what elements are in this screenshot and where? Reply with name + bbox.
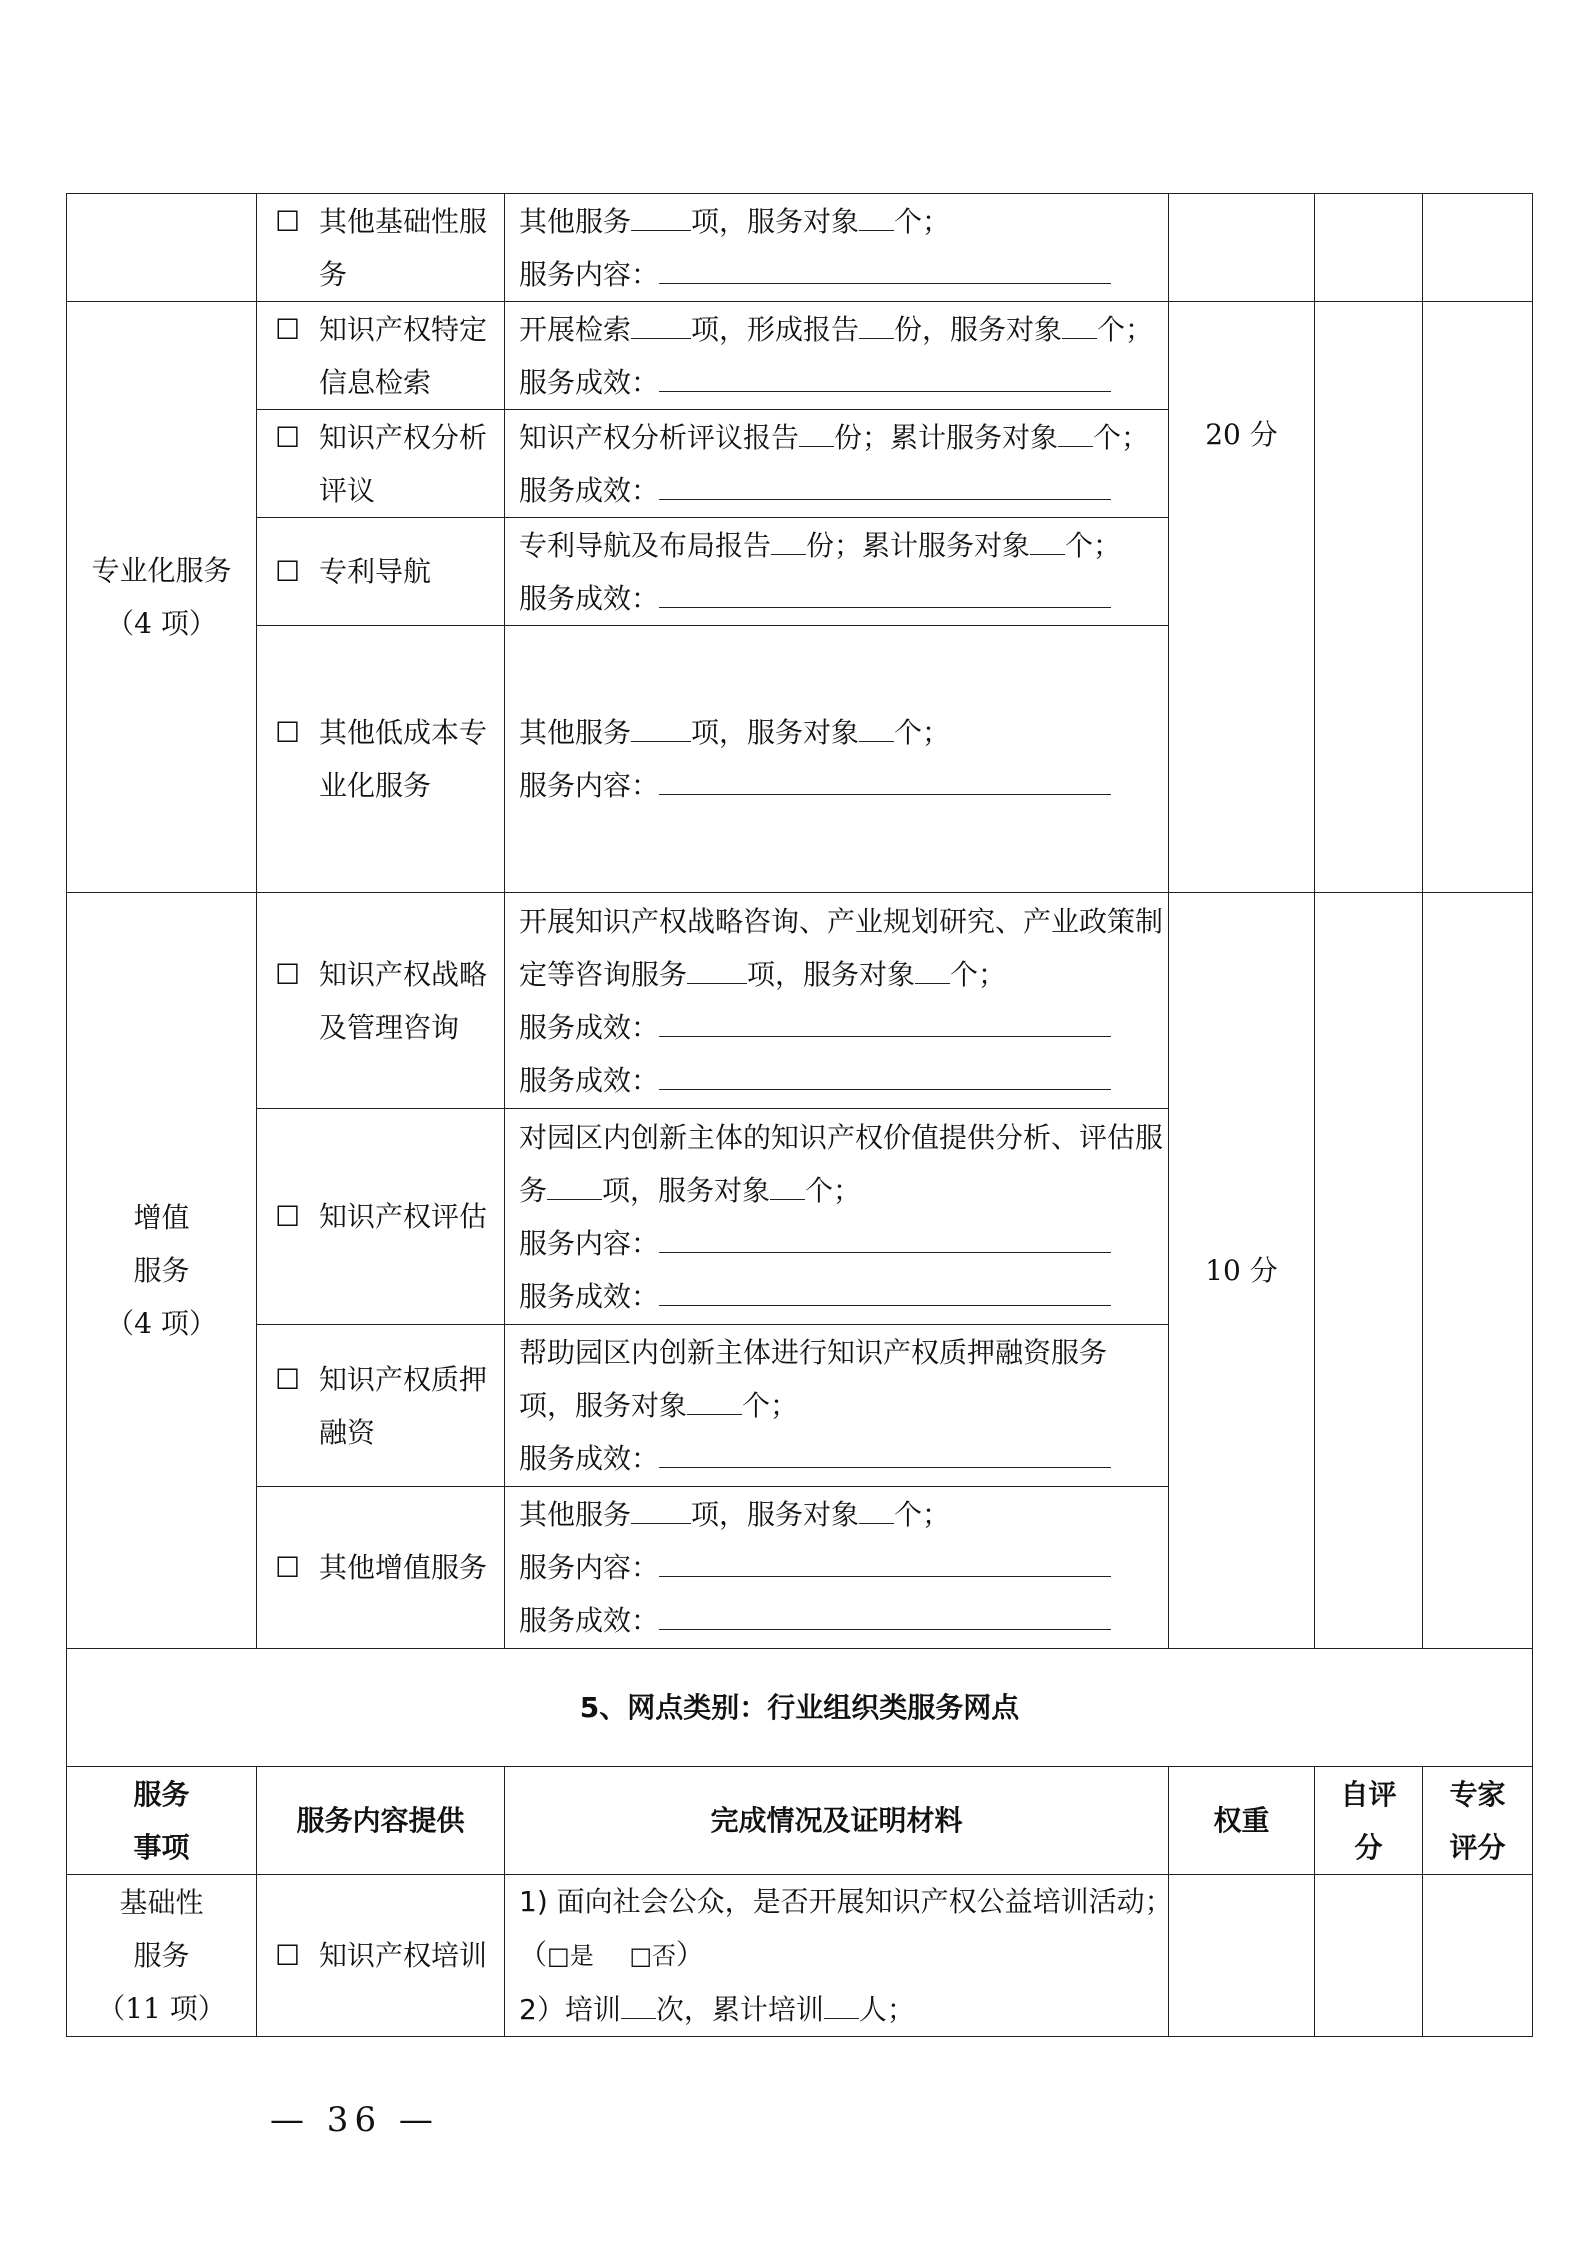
weight-cell: [1169, 1875, 1315, 2037]
fill-blank[interactable]: [687, 949, 747, 984]
fill-blank[interactable]: [659, 1433, 1111, 1468]
content-cell: ☐ 知识产权战略及管理咨询: [257, 893, 505, 1109]
expert-score-cell[interactable]: [1423, 1875, 1533, 2037]
checkbox[interactable]: ☐: [275, 716, 301, 749]
fill-blank[interactable]: [659, 760, 1111, 795]
fill-blank[interactable]: [659, 1595, 1111, 1630]
content-cell: ☐ 知识产权质押融资: [257, 1325, 505, 1487]
fill-blank[interactable]: [659, 1271, 1111, 1306]
content-cell: ☐ 其他增值服务: [257, 1487, 505, 1649]
fill-blank[interactable]: [771, 520, 806, 555]
content-cell: ☐ 专利导航: [257, 518, 505, 626]
weight-specialized: 20 分: [1169, 302, 1315, 893]
fill-blank[interactable]: [1062, 304, 1097, 339]
fill-blank[interactable]: [659, 249, 1111, 284]
fill-blank[interactable]: [1058, 412, 1093, 447]
fill-blank[interactable]: [1030, 520, 1065, 555]
row-specialized-1: [67, 302, 1533, 410]
detail-cell: 1) 面向社会公众，是否开展知识产权公益培训活动； （□是 □否） 2）培训 次，累计培训 人；: [505, 1875, 1169, 2037]
fill-blank[interactable]: [859, 707, 894, 742]
fill-blank[interactable]: [915, 949, 950, 984]
option-yes[interactable]: □是: [547, 1942, 594, 1970]
detail-cell: 其他服务 项，服务对象 个； 服务内容： 服务成效：: [505, 1487, 1169, 1649]
detail-cell: 知识产权分析评议报告 份；累计服务对象 个； 服务成效：: [505, 410, 1169, 518]
checkbox[interactable]: ☐: [275, 420, 301, 454]
fill-blank[interactable]: [659, 1218, 1111, 1253]
content-cell: ☐ 知识产权特定信息检索: [257, 302, 505, 410]
fill-blank[interactable]: [859, 304, 894, 339]
expert-score-cell[interactable]: [1423, 194, 1533, 302]
expert-score-cell[interactable]: [1423, 893, 1533, 1649]
weight-value-added: 10 分: [1169, 893, 1315, 1649]
self-score-cell[interactable]: [1315, 1875, 1423, 2037]
fill-blank[interactable]: [659, 1055, 1111, 1090]
section-title: 5、网点类别：行业组织类服务网点: [67, 1649, 1533, 1767]
fill-blank[interactable]: [621, 1984, 656, 2019]
header-status: 完成情况及证明材料: [505, 1767, 1169, 1875]
fill-blank[interactable]: [659, 573, 1111, 608]
detail-cell: 帮助园区内创新主体进行知识产权质押融资服务 项，服务对象 个； 服务成效：: [505, 1325, 1169, 1487]
content-cell: [257, 194, 505, 302]
content-cell: ☐ 知识产权分析评议: [257, 410, 505, 518]
category-basic: 基础性 服务 （11 项）: [67, 1875, 257, 2037]
weight-cell: [1169, 194, 1315, 302]
checkbox[interactable]: ☐: [275, 1200, 301, 1233]
header-content: 服务内容提供: [257, 1767, 505, 1875]
fill-blank[interactable]: [659, 1542, 1111, 1577]
header-row: [67, 1767, 1533, 1875]
category-value-added: 增值 服务 （4 项）: [67, 893, 257, 1649]
expert-score-cell[interactable]: [1423, 302, 1533, 893]
checkbox[interactable]: ☐: [275, 957, 301, 991]
header-expert-score: 专家 评分: [1423, 1767, 1533, 1875]
detail-cell: 开展知识产权战略咨询、产业规划研究、产业政策制 定等咨询服务 项，服务对象 个； 服务成效： 服务成效：: [505, 893, 1169, 1109]
checkbox[interactable]: ☐: [275, 204, 301, 238]
fill-blank[interactable]: [799, 412, 834, 447]
detail-cell: 其他服务 项，服务对象 个； 服务内容：: [505, 194, 1169, 302]
self-score-cell[interactable]: [1315, 893, 1423, 1649]
fill-blank[interactable]: [659, 465, 1111, 500]
fill-blank[interactable]: [631, 707, 691, 742]
fill-blank[interactable]: [631, 1489, 691, 1524]
fill-blank[interactable]: [659, 357, 1111, 392]
option-no[interactable]: □否: [629, 1942, 676, 1970]
checkbox[interactable]: ☐: [275, 555, 301, 588]
header-item: 服务 事项: [67, 1767, 257, 1875]
self-score-cell[interactable]: [1315, 194, 1423, 302]
checkbox[interactable]: ☐: [275, 1362, 301, 1396]
content-cell: ☐ 其他低成本专业化服务: [257, 626, 505, 893]
content-cell: ☐ 知识产权培训: [257, 1875, 505, 2037]
detail-cell: 其他服务 项，服务对象 个； 服务内容：: [505, 626, 1169, 893]
category-cell-empty: [67, 194, 257, 302]
content-label: 其他基础性服务: [319, 204, 488, 291]
fill-blank[interactable]: [631, 196, 691, 231]
fill-blank[interactable]: [687, 1380, 742, 1415]
row-section-5: [67, 1649, 1533, 1767]
fill-blank[interactable]: [859, 1489, 894, 1524]
detail-cell: 开展检索 项，形成报告 份，服务对象 个； 服务成效：: [505, 302, 1169, 410]
row-other-basic: [67, 194, 1533, 302]
fill-blank[interactable]: [659, 1002, 1111, 1037]
fill-blank[interactable]: [547, 1165, 602, 1200]
fill-blank[interactable]: [631, 304, 691, 339]
fill-blank[interactable]: [770, 1165, 805, 1200]
fill-blank[interactable]: [859, 196, 894, 231]
checkbox[interactable]: ☐: [275, 1939, 301, 1972]
checkbox[interactable]: ☐: [275, 312, 301, 346]
detail-cell: 对园区内创新主体的知识产权价值提供分析、评估服 务 项，服务对象 个； 服务内容： 服务成效：: [505, 1109, 1169, 1325]
fill-blank[interactable]: [824, 1984, 859, 2019]
detail-cell: 专利导航及布局报告 份；累计服务对象 个； 服务成效：: [505, 518, 1169, 626]
page-number: — 36 —: [270, 2100, 439, 2140]
row-basic-1: [67, 1875, 1533, 2037]
self-score-cell[interactable]: [1315, 302, 1423, 893]
checkbox[interactable]: ☐: [275, 1551, 301, 1584]
evaluation-table: [66, 193, 1533, 2037]
category-specialized: 专业化服务 （4 项）: [67, 302, 257, 893]
content-cell: ☐ 知识产权评估: [257, 1109, 505, 1325]
header-self-score: 自评 分: [1315, 1767, 1423, 1875]
header-weight: 权重: [1169, 1767, 1315, 1875]
row-value-added-1: [67, 893, 1533, 1109]
